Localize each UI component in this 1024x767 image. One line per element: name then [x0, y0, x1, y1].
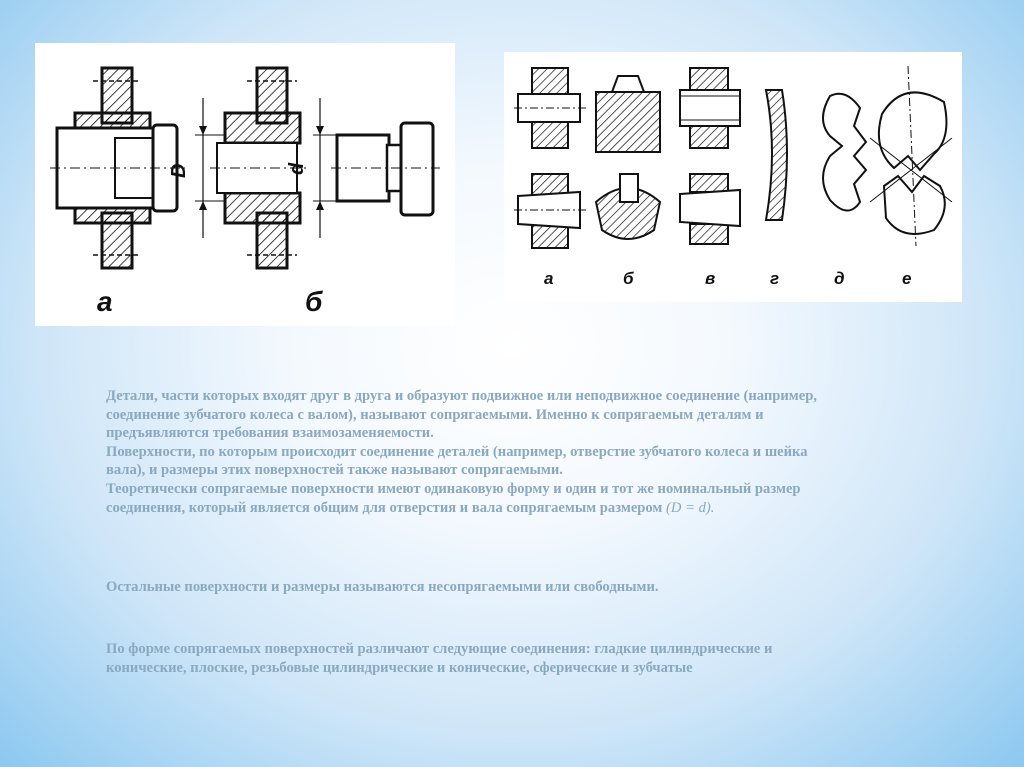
- toothed-profile: [823, 94, 866, 211]
- threaded-joint: [680, 68, 740, 244]
- text-line: Детали, части которых входят друг в друга и образуют подвижное или неподвижное соединение (например,: [106, 388, 817, 404]
- text-line: соединение зубчатого колеса с валом), называют сопрягаемыми. Именно к сопрягаемым деталям и: [106, 406, 764, 423]
- figure-label-e-right: е: [902, 269, 912, 288]
- text-line: предъявляются требования взаимозаменяемости.: [106, 425, 434, 442]
- shaft-part: [313, 98, 440, 238]
- figure-label-v-right: в: [705, 269, 716, 288]
- text-line: Теоретически сопрягаемые поверхности имеют одинаковую форму и один и тот же номинальный размер: [106, 480, 801, 497]
- mating-parts-drawing: [35, 43, 455, 326]
- connection-types-paragraph: [106, 640, 966, 677]
- figure-label-g-right: г: [770, 269, 780, 288]
- text-line: По форме сопрягаемых поверхностей различают следующие соединения: гладкие цилиндрические и: [106, 641, 773, 657]
- figure-label-a: а: [97, 286, 113, 317]
- spherical-joint: [766, 90, 787, 220]
- text-line-start: соединения, который является общим для отверстия и вала сопрягаемым размером: [106, 499, 663, 516]
- dimension-label-D: D: [168, 163, 190, 178]
- gear-shaft-assembly: [50, 68, 185, 268]
- connection-types-figure: [504, 52, 962, 302]
- free-surfaces-paragraph: [106, 578, 966, 597]
- smooth-cylindrical-joint: [514, 68, 586, 248]
- flat-key-joint: [596, 76, 660, 239]
- text-line: [106, 499, 966, 518]
- text-line: Остальные поверхности и размеры называются несопрягаемыми или свободными.: [106, 579, 659, 595]
- figure-label-a-right: а: [544, 269, 554, 288]
- dimension-label-d: d: [286, 162, 308, 175]
- figure-label-b: б: [305, 286, 323, 317]
- connection-types-drawing: [504, 52, 962, 302]
- definition-paragraph: [106, 387, 966, 517]
- formula: (D = d).: [666, 499, 715, 516]
- gear-tooth-joint: [870, 66, 952, 246]
- figure-label-d-right: д: [834, 269, 845, 288]
- text-line: конические, плоские, резьбовые цилиндрические и конические, сферические и зубчатые: [106, 659, 693, 676]
- text-line: вала), и размеры этих поверхностей также называют сопрягаемыми.: [106, 462, 563, 479]
- mating-parts-figure: [35, 43, 455, 326]
- figure-label-b-right: б: [623, 269, 634, 288]
- text-line: Поверхности, по которым происходит соединение деталей (например, отверстие зубчатого колеса и шейка: [106, 443, 808, 460]
